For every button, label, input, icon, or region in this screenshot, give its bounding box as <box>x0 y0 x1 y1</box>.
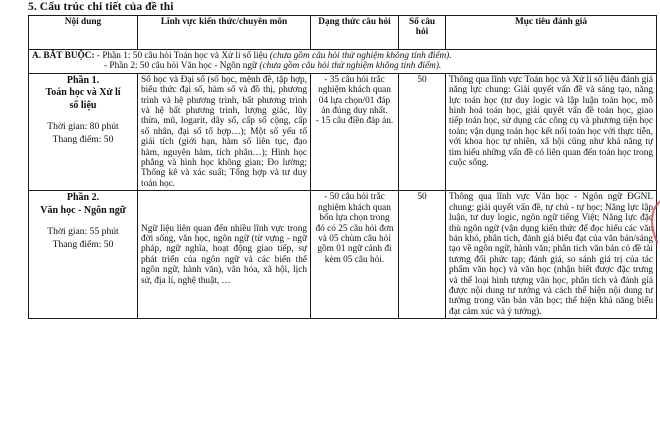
table-row <box>29 73 657 190</box>
row2-part-title-line1: Phần 2. <box>66 192 100 204</box>
row1-part-title-line2: Toán học và Xử lí <box>45 87 121 99</box>
row1-format-line2: - 15 câu điền đáp án. <box>315 116 394 127</box>
table-header-row <box>29 16 657 50</box>
column-header-format: Dạng thức câu hỏi <box>311 16 399 50</box>
row1-score-scale: Thang điểm: 50 <box>52 133 114 145</box>
row1-format-cell <box>311 73 399 190</box>
column-header-field: Lĩnh vực kiến thức/chuyên môn <box>138 16 311 50</box>
row1-format-line1: - 35 câu hỏi trắc nghiệm khách quan 04 lựa chọn/01 đáp án đúng duy nhất. <box>318 74 391 117</box>
row1-goal-cell: Thông qua lĩnh vực Toán học và Xử lí số liệu đánh giá năng lực chung: Giải quyết vấn đề và sáng tạo, năng lực toán học (tư duy logic và lập luận toán học, mô hình hoá toán học, giải quyết vấn đề toán học, giao tiếp toán học, sử dụng các công cụ và phương tiện học toán; vận dụng toán học kết nối toán học với thực tiễn, với khoa học tự nhiên, xã hội cũng như khả năng tự tìm hiểu những vấn đề có liên quan đến toán học trong cuộc sống. <box>446 73 657 190</box>
mandatory-line2-text: - Phần 2: 50 câu hỏi Văn học - Ngôn ngữ <box>104 61 260 72</box>
mandatory-line1-note: (chưa gồm câu hỏi thử nghiệm không tính điểm). <box>269 51 452 61</box>
row1-part-title-line3: số liệu <box>69 99 97 111</box>
row1-count-cell: 50 <box>399 73 446 190</box>
row2-part-title-line2: Văn học - Ngôn ngữ <box>40 204 126 216</box>
row1-field-cell: Số học và Đại số (số học, mệnh đề, tập hợp, biểu thức đại số, hàm số và đồ thị, phương trình và hệ phương trình, bất phương trình và hệ bất phương trình, lượng giác, lũy thừa, mũ, logarit, dãy số, cấp số cộng, cấp số nhân, đại số tổ hợp…); Một số yếu tố giải tích (giới hạn, hàm số liên tục, đạo hàm, nguyên hàm, tích phân…); Hình học phẳng và hình học không gian; Đo lường; Thống kê và xác suất; Tổng hợp và tư duy toán học. <box>138 73 311 190</box>
row2-part-title <box>32 192 134 217</box>
table-row <box>29 191 657 319</box>
column-header-content: Nội dung <box>29 16 138 50</box>
page-title: 5. Cấu trúc chi tiết của đề thi <box>28 1 174 13</box>
exam-structure-table <box>28 15 657 319</box>
row1-content-cell <box>29 73 138 190</box>
row2-content-cell <box>29 191 138 319</box>
mandatory-notice-cell <box>29 50 657 74</box>
row2-part-meta <box>32 226 134 251</box>
row1-part-meta <box>32 121 134 146</box>
mandatory-line2-note: (chưa gồm câu hỏi thử nghiệm không tính điểm). <box>259 61 442 72</box>
row2-score-scale: Thang điểm: 50 <box>52 238 114 250</box>
row2-goal-cell: Thông qua lĩnh vực Văn học - Ngôn ngữ ĐGNL chung: giải quyết vấn đề, tự chủ - tự học; Năng lực lập luận, tư duy logic, ngôn ngữ tiếng Việt; Năng lực đặc thù ngôn ngữ (vận dụng kiến thức để đọc hiểu các văn bản khó, phân tích, đánh giá biểu đạt của văn bản/sáng tạo về ngôn ngữ, hành văn; phân tích văn bản có đề tài tương đối phức tạp; đánh giá, so sánh giá trị của tác phẩm văn học) và văn học (nhận biết được đặc trưng và thể loại hình tượng văn học, phân tích và đánh giá được nội dung tư tưởng và cách thể hiện nội dung tư tưởng trong văn bản văn học; thể hiện khả năng biểu đạt cảm xúc và ý tưởng). <box>446 191 657 319</box>
row2-duration: Thời gian: 55 phút <box>47 226 119 238</box>
row1-part-title <box>32 75 134 113</box>
row2-format-cell: - 50 câu hỏi trắc nghiệm khách quan bốn lựa chọn trong đó có 25 câu hỏi đơn và 05 chùm câu hỏi gồm 01 ngữ cảnh đi kèm 05 câu hỏi. <box>311 191 399 319</box>
column-header-count: Số câu hỏi <box>399 16 446 50</box>
row1-duration: Thời gian: 80 phút <box>47 121 119 133</box>
mandatory-line1-text: - Phần 1: 50 câu hỏi Toán học và Xử lí số liệu <box>94 51 270 61</box>
row1-part-title-line1: Phần 1. <box>66 74 100 86</box>
row2-field-cell: Ngữ liệu liên quan đến nhiều lĩnh vực trong đời sống, văn học, ngôn ngữ (từ vựng - ngữ pháp, ngữ nghĩa, hoạt động giao tiếp, sự phát triển của ngôn ngữ và các biến thể ngôn ngữ, hành văn), văn hóa, xã hội, lịch sử, địa lí, nghệ thuật, … <box>138 191 311 319</box>
mandatory-notice-row <box>29 50 657 74</box>
row2-count-cell: 50 <box>399 191 446 319</box>
column-header-goal: Mục tiêu đánh giá <box>446 16 657 50</box>
mandatory-label: A. BẮT BUỘC: <box>32 51 95 61</box>
